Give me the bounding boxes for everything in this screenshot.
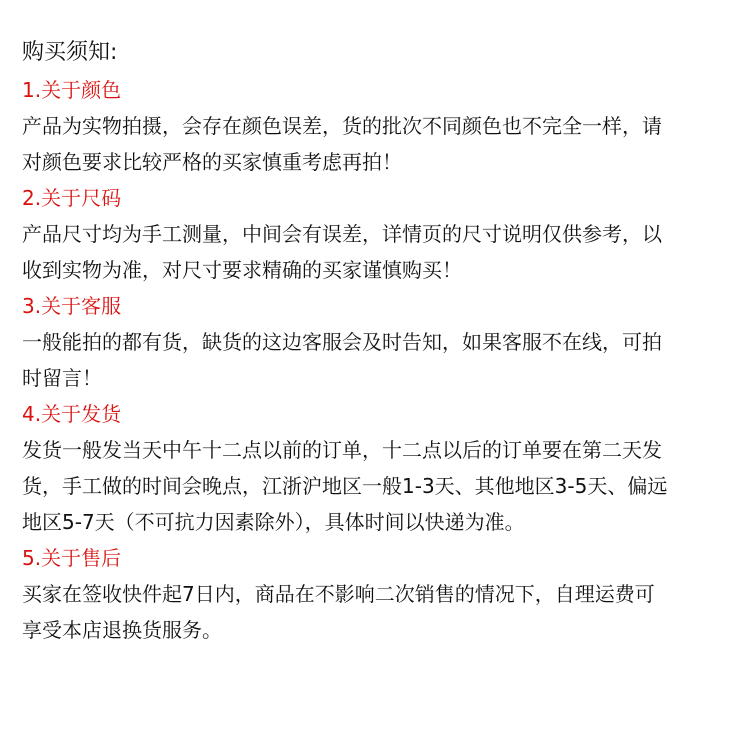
section-text-line: 地区5-7天（不可抗力因素除外），具体时间以快递为准。 — [22, 510, 525, 534]
section-color — [22, 72, 730, 180]
section-text-line: 一般能拍的都有货，缺货的这边客服会及时告知，如果客服不在线，可拍 — [22, 330, 662, 354]
section-shipping — [22, 396, 730, 540]
section-text-line: 对颜色要求比较严格的买家慎重考虑再拍！ — [22, 150, 402, 174]
section-heading-color: 1.关于颜色 — [22, 78, 122, 102]
section-text-line: 发货一般发当天中午十二点以前的订单，十二点以后的订单要在第二天发 — [22, 438, 662, 462]
section-customer-service — [22, 288, 730, 396]
section-text-line: 产品为实物拍摄，会存在颜色误差，货的批次不同颜色也不完全一样，请 — [22, 114, 662, 138]
section-heading-after-sales: 5.关于售后 — [22, 546, 122, 570]
section-text-line: 买家在签收快件起7日内，商品在不影响二次销售的情况下，自理运费可 — [22, 582, 655, 606]
section-text-line: 享受本店退换货服务。 — [22, 618, 222, 642]
section-heading-shipping: 4.关于发货 — [22, 402, 122, 426]
section-text-line: 收到实物为准，对尺寸要求精确的买家谨慎购买！ — [22, 258, 462, 282]
purchase-notice — [22, 38, 730, 648]
section-text-line: 货，手工做的时间会晚点，江浙沪地区一般1-3天、其他地区3-5天、偏远 — [22, 474, 668, 498]
notice-title: 购买须知: — [22, 40, 118, 65]
section-text-line: 时留言！ — [22, 366, 102, 390]
section-text-line: 产品尺寸均为手工测量，中间会有误差，详情页的尺寸说明仅供参考，以 — [22, 222, 662, 246]
section-after-sales — [22, 540, 730, 648]
section-size — [22, 180, 730, 288]
section-heading-customer-service: 3.关于客服 — [22, 294, 122, 318]
section-heading-size: 2.关于尺码 — [22, 186, 122, 210]
